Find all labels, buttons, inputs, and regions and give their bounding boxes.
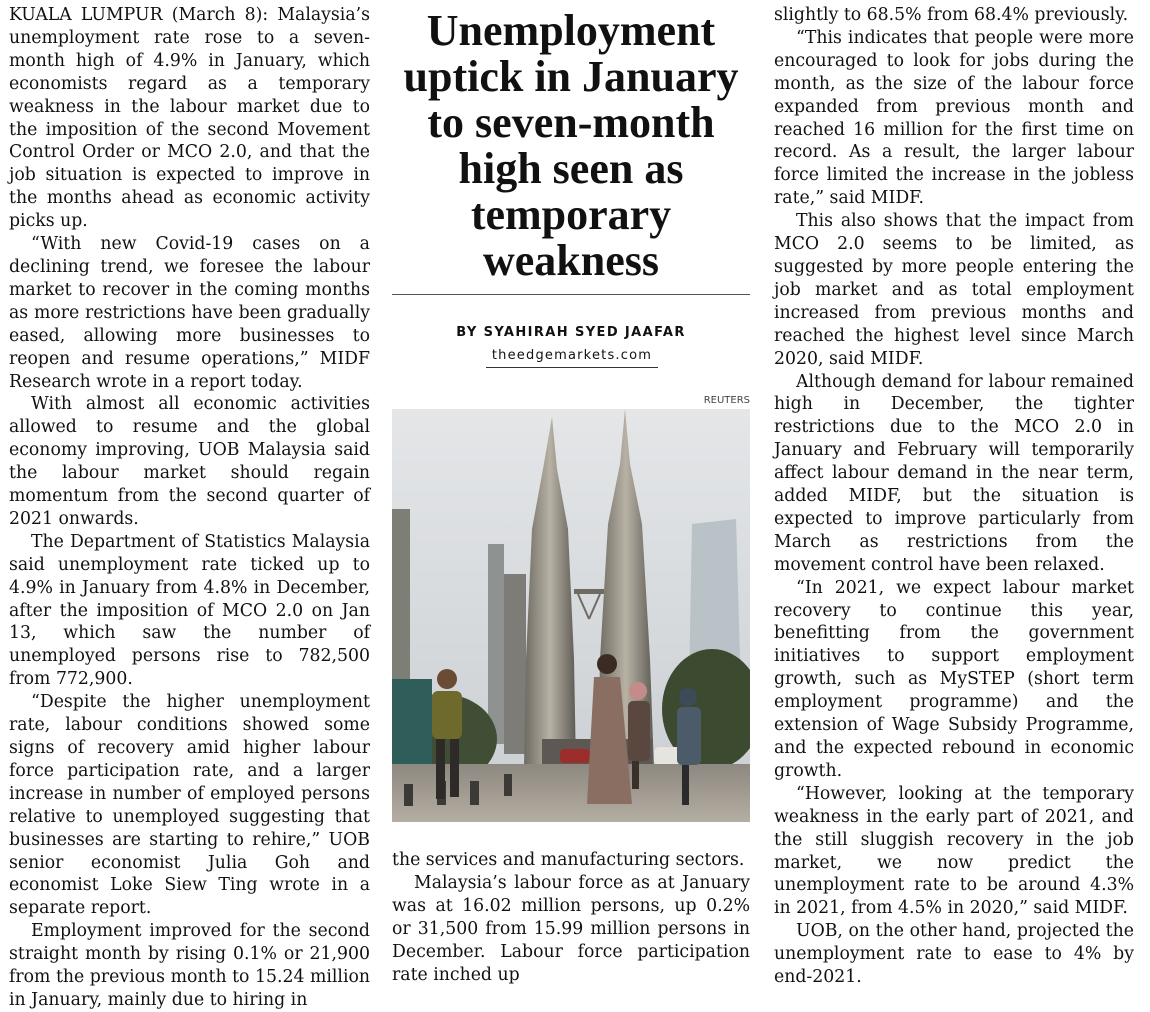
source-url: theedgemarkets.com — [486, 348, 658, 368]
paragraph: “In 2021, we expect labour market recovery to continue this year, benefitting from the government initiatives to support employment growth, such as MySTEP (short term employment programme) and the extension of Wage Subsidy Programme, and the expected rebound in economic growth. — [774, 577, 1134, 781]
left-column — [9, 4, 370, 1012]
paragraph: Although demand for labour remained high in December, the tighter restrictions due to the MCO 2.0 in January and February will temporarily affect labour demand in the near term, added MIDF, but the situation is expected to improve particularly from March as restrictions from the movement control have been relaxed. — [774, 371, 1134, 575]
paragraph: KUALA LUMPUR (March 8): Malaysia’s unemployment rate rose to a seven-month high of 4.9% in January, which economists regard as a temporary weakness in the labour market due to the imposition of the second Movement Control Order or MCO 2.0, and that the job situation is expected to improve in the months ahead as economic activity picks up. — [9, 5, 370, 232]
right-column — [774, 4, 1134, 989]
paragraph: “However, looking at the temporary weakness in the early part of 2021, and the still sluggish recovery in the job market, we now predict the unemployment rate to be around 4.3% in 2021, from 4.5% in 2020,” said MIDF. — [774, 783, 1134, 919]
paragraph: The Department of Statistics Malaysia said unemployment rate ticked up to 4.9% in January from 4.8% in December, after the imposition of MCO 2.0 on Jan 13, which saw the number of unemployed persons rise to 782,500 from 772,900. — [9, 531, 370, 690]
byline: BY SYAHIRAH SYED JAAFAR — [456, 325, 686, 340]
middle-column-text — [392, 849, 750, 986]
skybridge — [574, 589, 604, 594]
paragraph: Malaysia’s labour force as at January was at 16.02 million persons, up 0.2% or 31,500 from 15.99 million persons in December. Labour force participation rate inched up — [392, 872, 750, 985]
headline-divider — [392, 294, 750, 295]
paragraph: With almost all economic activities allowed to resume and the global economy improving, UOB Malaysia said the labour market should regain momentum from the second quarter of 2021 onwards. — [9, 394, 370, 529]
paragraph: This also shows that the impact from MCO 2.0 seems to be limited, as suggested by more people entering the job market and as total employment increased from previous months and reached the highest level since March 2020, said MIDF. — [774, 211, 1134, 369]
building-thin — [488, 544, 504, 744]
paragraph: “This indicates that people were more encouraged to look for jobs during the month, as the size of the labour force expanded from previous month and reached 16 million for the first time on record. As a result, the larger labour force limited the increase in the jobless rate,” said MIDF. — [774, 27, 1134, 209]
paragraph: Employment improved for the second straight month by rising 0.1% or 21,900 from the previous month to 15.24 million in January, mainly due to hiring in — [9, 921, 370, 1010]
paragraph: the services and manufacturing sectors. — [392, 850, 745, 870]
news-photo — [392, 409, 750, 822]
paragraph: “With new Covid-19 cases on a declining trend, we foresee the labour market to recover in the coming months as more restrictions have been gradually eased, allowing more businesses to reopen and resume operations,” MIDF Research wrote in a report today. — [9, 234, 370, 392]
paragraph: “Despite the higher unemployment rate, labour conditions showed some signs of recovery amid higher labour force participation rate, and a larger increase in number of employed persons relative to unemployed suggesting that businesses are starting to rehire,” UOB senior economist Julia Goh and economist Loke Siew Ting wrote in a separate report. — [9, 692, 370, 919]
paragraph: slightly to 68.5% from 68.4% previously. — [774, 5, 1129, 25]
photo-credit: REUTERS — [703, 395, 750, 406]
headline: Unemployment uptick in January to seven-month high seen as temporary weakness — [403, 6, 739, 285]
paragraph: UOB, on the other hand, projected the unemployment rate to ease to 4% by end-2021. — [774, 921, 1134, 988]
